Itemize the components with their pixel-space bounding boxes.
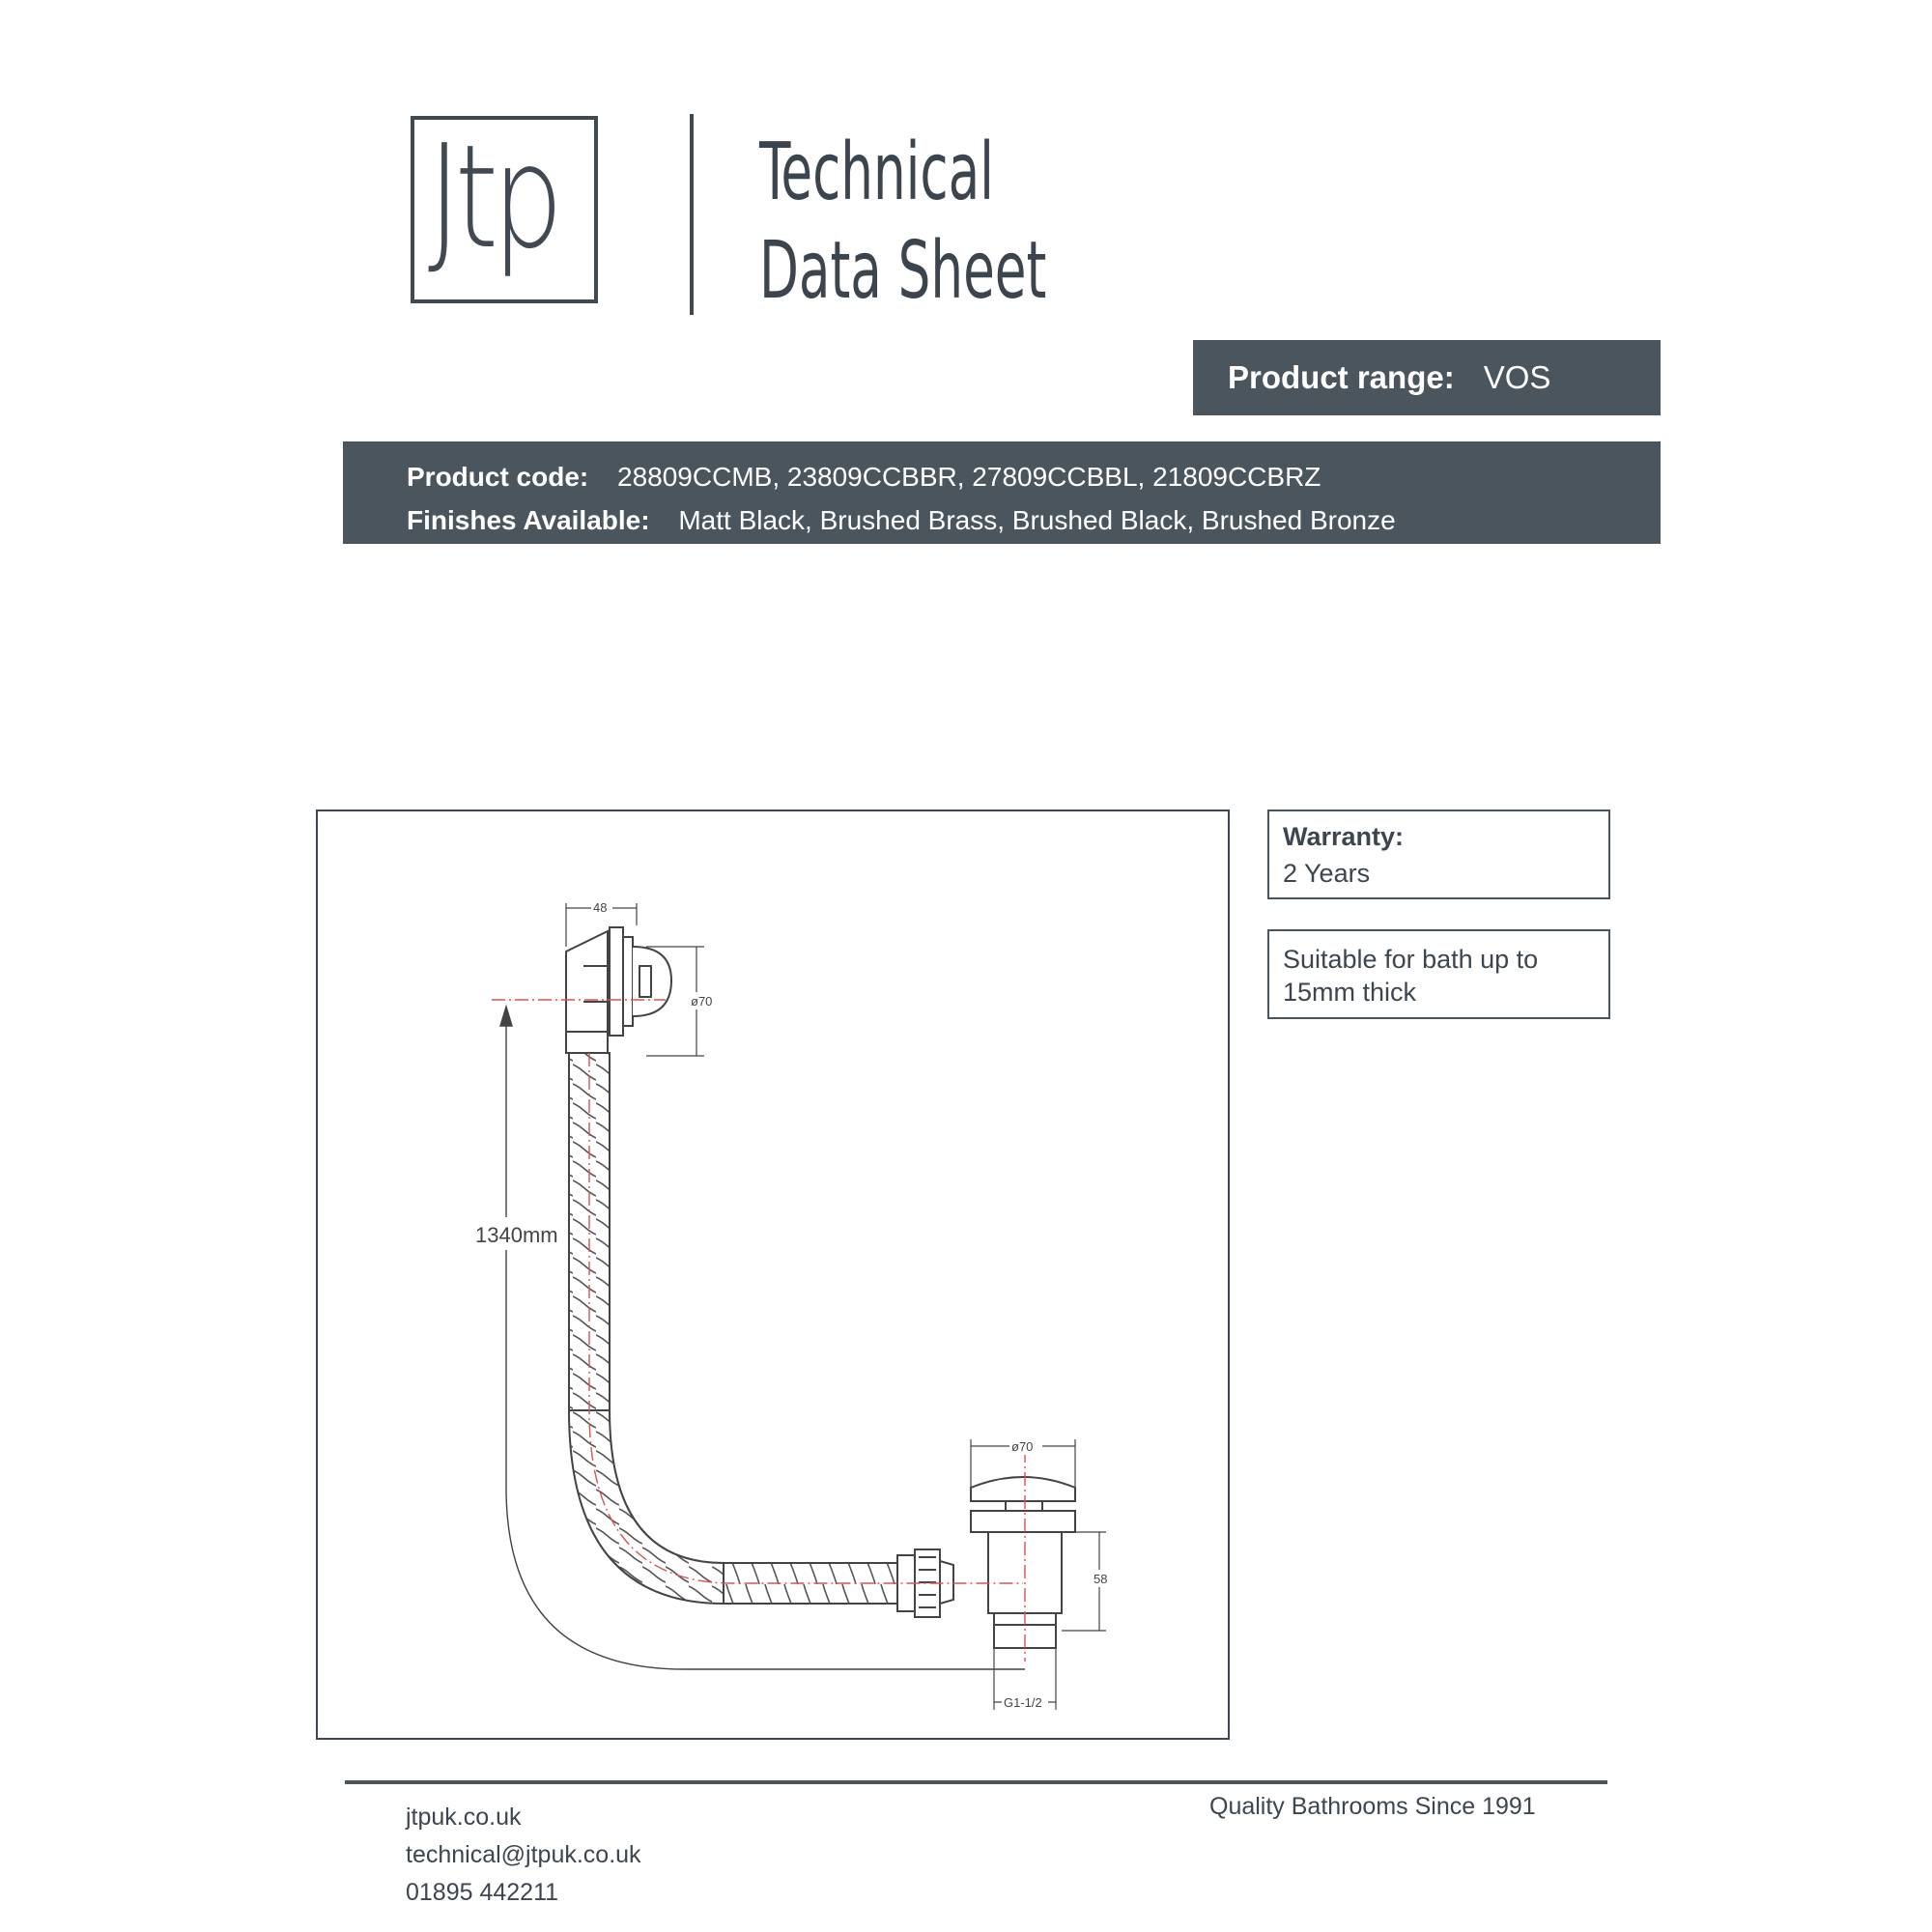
- overflow-dia-label: ø70: [691, 994, 713, 1009]
- suitability-line-1: Suitable for bath up to: [1283, 945, 1539, 974]
- footer-tagline: Quality Bathrooms Since 1991: [1209, 1793, 1536, 1820]
- waste-body: [971, 1477, 1075, 1648]
- suitability-line-2: 15mm thick: [1283, 978, 1417, 1007]
- title-line-2: Data Sheet: [759, 225, 1047, 317]
- length-label: 1340mm: [475, 1223, 558, 1247]
- product-code-label: Product code:: [407, 462, 589, 492]
- header-divider: [690, 114, 694, 315]
- product-range-label: Product range:: [1228, 359, 1455, 395]
- warranty-box: [1267, 810, 1610, 899]
- thread-label: G1-1/2: [1004, 1695, 1042, 1710]
- hose-bend: [569, 1410, 724, 1604]
- product-code-row: [407, 455, 1661, 498]
- finishes-value: Matt Black, Brushed Brass, Brushed Black, Brushed Bronze: [678, 505, 1396, 535]
- footer-email[interactable]: technical@jtpuk.co.uk: [406, 1841, 641, 1868]
- bath-waste-drawing: [318, 811, 1232, 1742]
- top-width-label: 48: [593, 900, 608, 915]
- product-code-value: 28809CCMB, 23809CCBBR, 27809CCBBL, 21809CCBRZ: [617, 462, 1321, 492]
- suitability-box: [1267, 929, 1610, 1019]
- waste-height-label: 58: [1094, 1572, 1108, 1586]
- product-range-bar: [1193, 340, 1661, 415]
- warranty-label: Warranty:: [1283, 822, 1405, 851]
- finishes-label: Finishes Available:: [407, 505, 650, 535]
- footer-divider: [345, 1780, 1607, 1784]
- product-info-bar: [343, 441, 1661, 544]
- footer-website[interactable]: jtpuk.co.uk: [406, 1804, 522, 1831]
- page-title: [759, 124, 1046, 321]
- technical-drawing-frame: [316, 810, 1230, 1740]
- waste-dia-label: ø70: [1011, 1439, 1034, 1454]
- logo-text: Jtp: [428, 114, 557, 280]
- footer-contact: [406, 1799, 641, 1912]
- product-range-value: VOS: [1483, 359, 1551, 395]
- jtp-logo: [411, 116, 598, 303]
- footer-phone: 01895 442211: [406, 1879, 559, 1906]
- finishes-row: [407, 498, 1661, 542]
- title-line-1: Technical: [759, 127, 994, 218]
- warranty-value: 2 Years: [1283, 859, 1371, 888]
